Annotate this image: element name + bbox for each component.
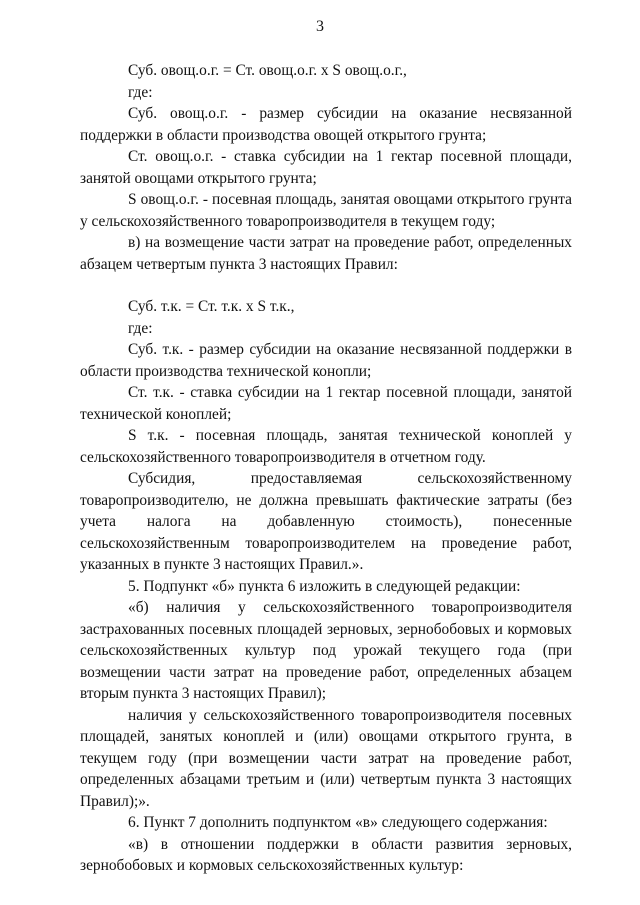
definition-paragraph: Ст. овощ.о.г. - ставка субсидии на 1 гектар посевной площади, занятой овощами открытого грунта;: [80, 148, 572, 187]
definition-paragraph: Ст. т.к. - ставка субсидии на 1 гектар посевной площади, занятой технической коноплей;: [80, 384, 572, 423]
body-paragraph: «в) в отношении поддержки в области развития зерновых, зернобобовых и кормовых сельскохозяйственных культур:: [80, 835, 572, 874]
definition-paragraph: Суб. овощ.о.г. - размер субсидии на оказание несвязанной поддержки в области производства овощей открытого грунта;: [80, 105, 572, 144]
body-paragraph: наличия у сельскохозяйственного товаропроизводителя посевных площадей, занятых коноплей и (или) овощами открытого грунта, в текущем году (при возмещении части затрат на проведение работ, определенных абзацами третьим и (или) четвертым пункта 3 настоящих Правил);».: [80, 706, 572, 810]
where-label: где:: [128, 83, 153, 101]
body-paragraph: «б) наличия у сельскохозяйственного товаропроизводителя застрахованных посевных площадей зерновых, зернобобовых и кормовых сельскохозяйственных культур под урожай текущего года (при возмещении части затрат на проведение работ, определенных абзацем вторым пункта 3 настоящих Правил);: [80, 599, 572, 702]
amendment-paragraph: 6. Пункт 7 дополнить подпунктом «в» следующего содержания:: [128, 814, 548, 831]
formula-vegetables: Суб. овощ.о.г. = Ст. овощ.о.г. x S овощ.о.г.,: [128, 62, 407, 79]
page-number: 3: [316, 18, 324, 35]
definition-paragraph: Суб. т.к. - размер субсидии на оказание несвязанной поддержки в области производства технической конопли;: [80, 341, 572, 380]
subclause-v: в) на возмещение части затрат на проведение работ, определенных абзацем четвертым пункта 3 настоящих Правил:: [80, 234, 572, 273]
where-label: где:: [128, 319, 153, 337]
document-body: [80, 60, 572, 877]
definition-paragraph: S т.к. - посевная площадь, занятая технической коноплей у сельскохозяйственного товаропроизводителя в отчетном году.: [80, 427, 572, 466]
amendment-paragraph: 5. Подпункт «б» пункта 6 изложить в следующей редакции:: [128, 577, 521, 595]
body-paragraph: Субсидия, предоставляемая сельскохозяйственному товаропроизводителю, не должна превышать фактические затраты (без учета налога на добавленную стоимость), понесенные сельскохозяйственным товаропроизводителем на проведение работ, указанных в пункте 3 настоящих Правил.».: [80, 470, 572, 573]
formula-hemp: Суб. т.к. = Ст. т.к. x S т.к.,: [128, 298, 295, 315]
definition-paragraph: S овощ.о.г. - посевная площадь, занятая овощами открытого грунта у сельскохозяйственного товаропроизводителя в текущем году;: [80, 191, 572, 230]
